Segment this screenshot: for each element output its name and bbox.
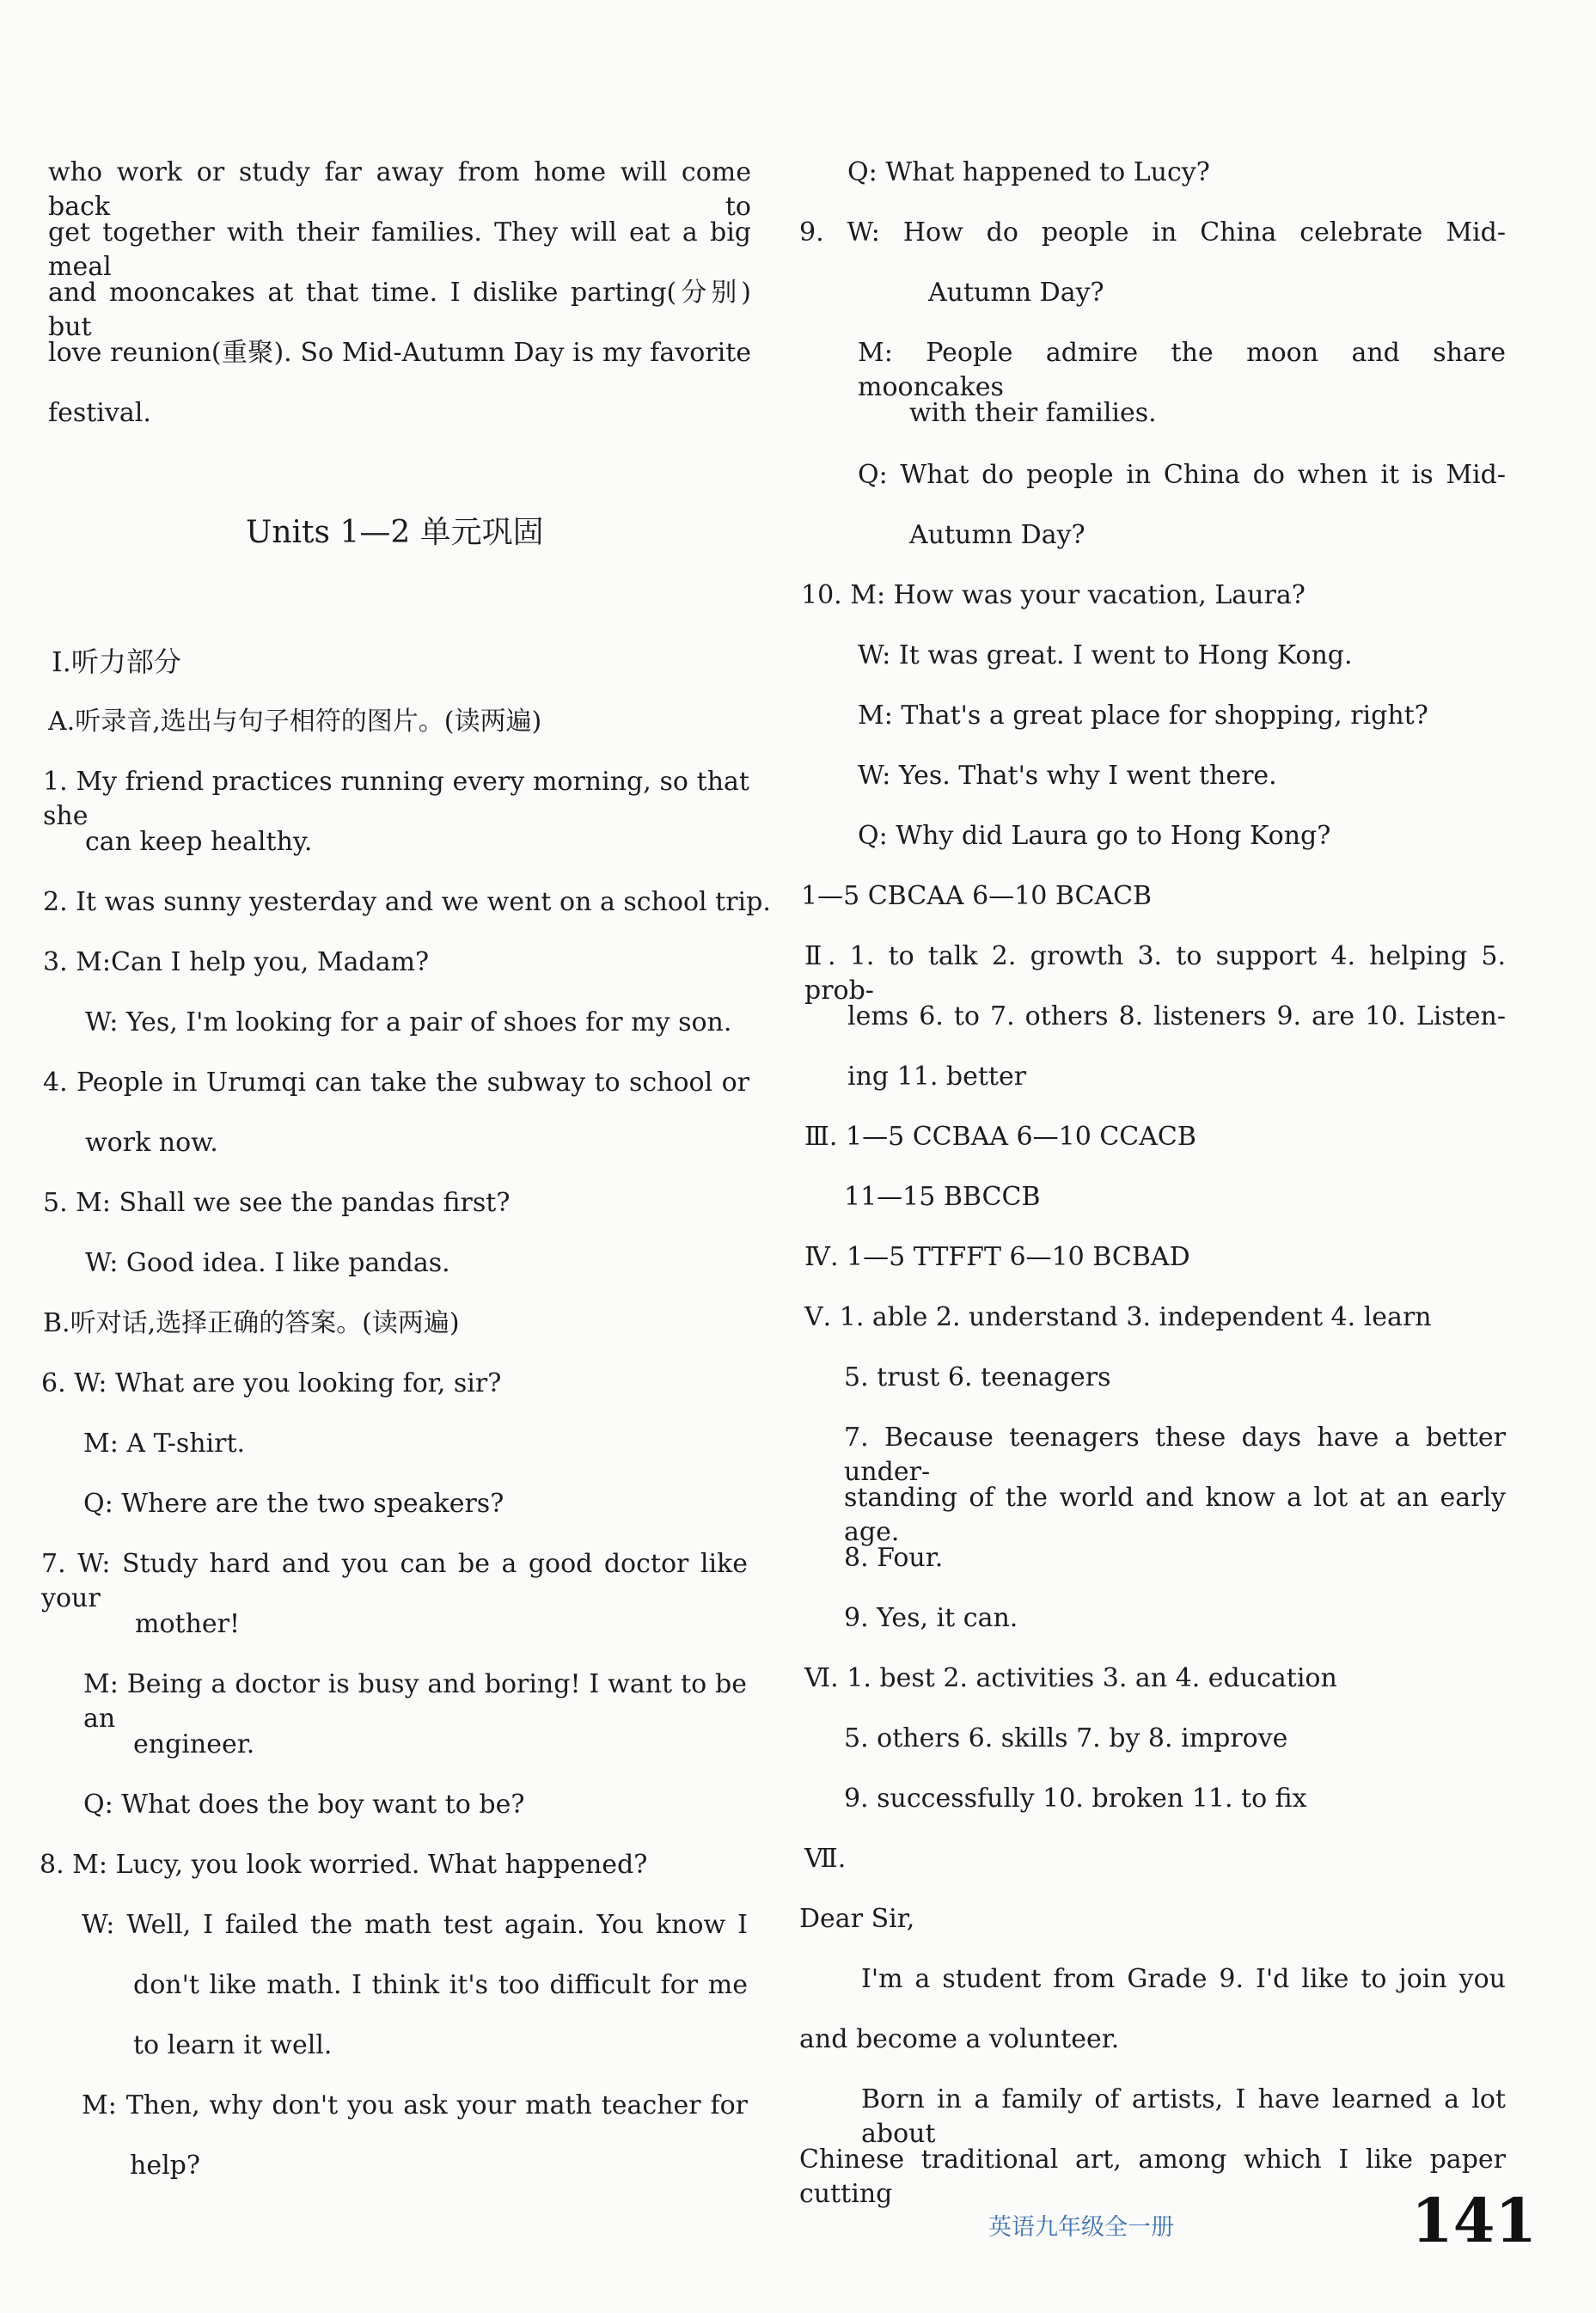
answer-line: 9. Yes, it can. [844,1603,1018,1633]
text-line: festival. [48,398,151,428]
letter-text: and become a volunteer. [799,2024,1120,2054]
question-text: 9. W: How do people in China celebrate Mid- [799,217,1506,248]
question-text: 10. M: How was your vacation, Laura? [801,580,1306,610]
instruction: A.听录音,选出与句子相符的图片。(读两遍) [48,707,542,737]
footer-book-title: 英语九年级全一册 [988,2214,1174,2241]
question-text: Q: What happened to Lucy? [847,157,1210,187]
text-line: and mooncakes at that time. I dislike parting(分别) but [48,278,751,342]
instruction: B.听对话,选择正确的答案。(读两遍) [43,1308,460,1338]
answer-line: Ⅶ. [804,1844,847,1874]
text-line: who work or study far away from home will come back to [48,157,751,222]
question-text: help? [130,2151,200,2181]
text-line: get together with their families. They will eat a big meal [48,217,751,282]
page-number: 141 [1411,2185,1538,2256]
question-text: can keep healthy. [85,827,313,857]
letter-salutation: Dear Sir, [799,1904,915,1934]
question-text: 3. M:Can I help you, Madam? [43,947,430,977]
question-text: W: It was great. I went to Hong Kong. [858,640,1353,670]
question-text: M: That's a great place for shopping, right? [858,701,1428,731]
question-text: 4. People in Urumqi can take the subway to school or [43,1068,749,1098]
text-line: love reunion(重聚). So Mid-Autumn Day is my favorite [48,338,751,368]
answer-line: 8. Four. [844,1543,944,1573]
answer-line: Ⅴ. 1. able 2. understand 3. independent 4. learn [804,1302,1432,1332]
answer-line: 5. trust 6. teenagers [844,1362,1111,1392]
answer-line: 1—5 CBCAA 6—10 BCACB [801,881,1153,911]
question-text: work now. [85,1128,218,1158]
answer-line: Ⅳ. 1—5 TTFFT 6—10 BCBAD [804,1242,1190,1272]
answer-line: 7. Because teenagers these days have a better under- [844,1423,1506,1487]
question-text: Q: Where are the two speakers? [83,1489,504,1519]
answer-line: 9. successfully 10. broken 11. to fix [844,1784,1307,1814]
question-text: 8. M: Lucy, you look worried. What happened? [40,1850,648,1880]
question-text: 1. My friend practices running every morning, so that she [43,767,749,831]
question-text: Autumn Day? [928,278,1104,308]
question-text: Autumn Day? [909,520,1085,550]
question-text: M: People admire the moon and share mooncakes [858,338,1506,402]
answer-line: standing of the world and know a lot at an early age. [844,1483,1506,1547]
answer-line: Ⅵ. 1. best 2. activities 3. an 4. education [804,1663,1337,1693]
question-text: Q: What does the boy want to be? [83,1790,525,1820]
answer-line: Ⅲ. 1—5 CCBAA 6—10 CCACB [804,1122,1196,1152]
question-text: M: A T-shirt. [83,1429,246,1459]
question-text: W: Good idea. I like pandas. [85,1248,450,1278]
answer-line: lems 6. to 7. others 8. listeners 9. are 10. Listen- [847,1001,1506,1031]
question-text: Q: What do people in China do when it is Mid- [858,460,1506,490]
part-heading: Ⅰ.听力部分 [52,646,181,678]
letter-text: I'm a student from Grade 9. I'd like to join you [861,1964,1506,1994]
question-text: W: Yes, I'm looking for a pair of shoes for my son. [85,1007,732,1037]
question-text: 6. W: What are you looking for, sir? [41,1368,502,1398]
question-text: engineer. [133,1729,255,1759]
question-text: W: Yes. That's why I went there. [858,761,1277,791]
section-title: Units 1—2 单元巩固 [246,515,544,550]
question-text: 2. It was sunny yesterday and we went on a school trip. [43,887,771,917]
question-text: M: Being a doctor is busy and boring! I want to be an [83,1669,747,1734]
answer-line: 11—15 BBCCB [844,1182,1041,1212]
question-text: 5. M: Shall we see the pandas first? [43,1188,511,1218]
question-text: W: Well, I failed the math test again. You know I [82,1910,748,1940]
question-text: 7. W: Study hard and you can be a good doctor like your [41,1549,748,1613]
letter-text: Chinese traditional art, among which I like paper cutting [799,2145,1506,2209]
answer-line: Ⅱ. 1. to talk 2. growth 3. to support 4. helping 5. prob- [804,941,1506,1006]
answer-line: 5. others 6. skills 7. by 8. improve [844,1723,1288,1753]
letter-text: Born in a family of artists, I have learned a lot about [861,2084,1506,2149]
question-text: Q: Why did Laura go to Hong Kong? [858,821,1331,851]
question-text: don't like math. I think it's too difficult for me [133,1970,748,2000]
question-text: to learn it well. [133,2030,333,2060]
question-text: mother! [135,1609,241,1639]
question-text: M: Then, why don't you ask your math teacher for [82,2090,748,2120]
answer-line: ing 11. better [847,1062,1027,1092]
question-text: with their families. [909,398,1157,428]
